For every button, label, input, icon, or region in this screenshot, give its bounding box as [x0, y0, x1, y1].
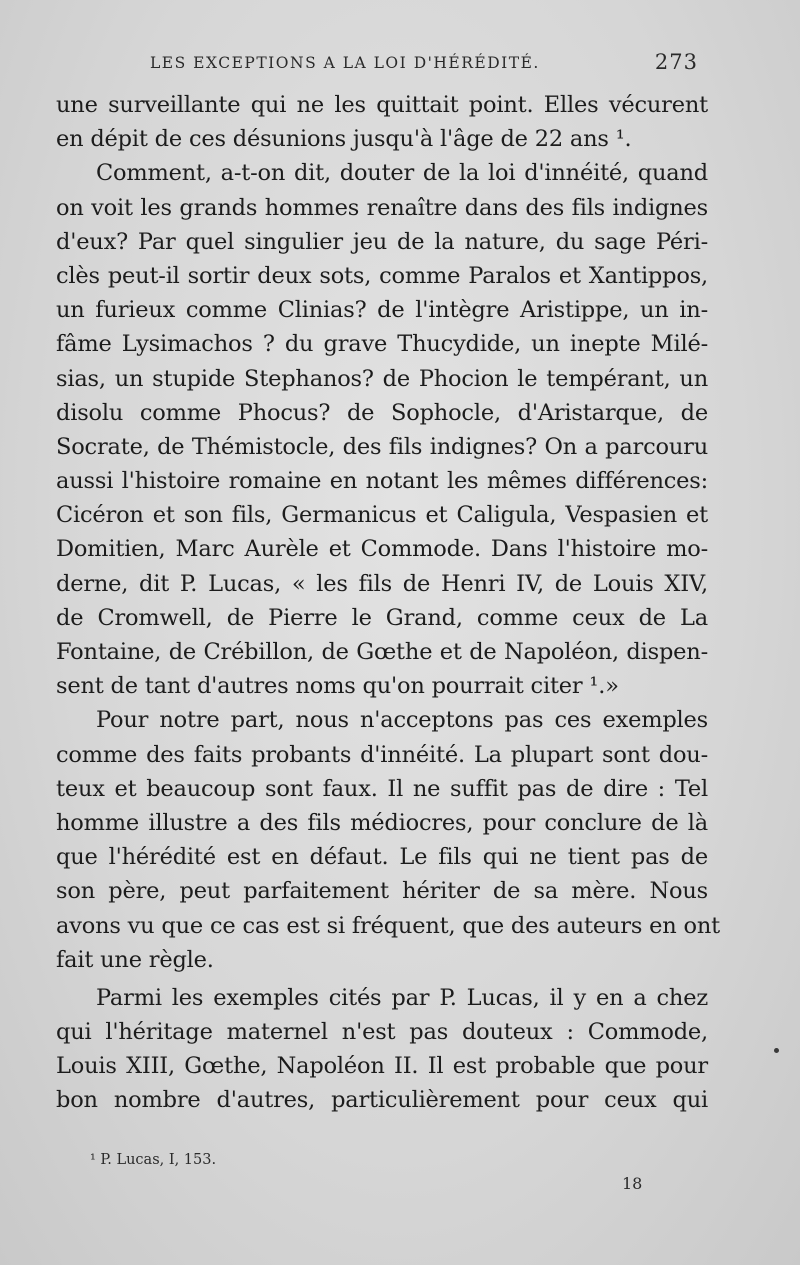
- text-line: bon nombre d'autres, particulièrement pour ceux qui: [56, 1087, 708, 1114]
- text-line: Domitien, Marc Aurèle et Commode. Dans l'histoire mo-: [56, 536, 708, 563]
- text-line: sias, un stupide Stephanos? de Phocion le tempérant, un: [56, 365, 708, 392]
- text-line: aussi l'histoire romaine en notant les mêmes différences:: [56, 468, 708, 495]
- text-line: Cicéron et son fils, Germanicus et Caligula, Vespasien et: [56, 502, 708, 529]
- text-line: Louis XIII, Gœthe, Napoléon II. Il est probable que pour: [56, 1053, 708, 1080]
- text-line: en dépit de ces désunions jusqu'à l'âge de 22 ans ¹.: [56, 126, 632, 153]
- text-line: derne, dit P. Lucas, « les fils de Henri IV, de Louis XIV,: [56, 570, 708, 597]
- text-line: fâme Lysimachos ? du grave Thucydide, un inepte Milé-: [56, 331, 708, 358]
- footnote: ¹ P. Lucas, I, 153.: [90, 1152, 217, 1168]
- text-line: Socrate, de Thémistocle, des fils indignes? On a parcouru: [56, 433, 708, 460]
- text-line: avons vu que ce cas est si fréquent, que des auteurs en ont: [56, 912, 720, 939]
- text-line: fait une règle.: [56, 946, 214, 973]
- text-line: disolu comme Phocus? de Sophocle, d'Aristarque, de: [56, 399, 708, 426]
- text-line: Comment, a-t-on dit, douter de la loi d'innéité, quand: [96, 160, 708, 187]
- text-line: qui l'héritage maternel n'est pas douteux : Commode,: [56, 1019, 708, 1046]
- text-line: d'eux? Par quel singulier jeu de la nature, du sage Péri-: [56, 228, 708, 255]
- text-line: sent de tant d'autres noms qu'on pourrait citer ¹.»: [56, 673, 619, 700]
- text-line: teux et beaucoup sont faux. Il ne suffit pas de dire : Tel: [56, 775, 708, 802]
- ink-speck: [774, 1048, 779, 1053]
- text-line: Parmi les exemples cités par P. Lucas, il y en a chez: [96, 984, 708, 1011]
- text-line: comme des faits probants d'innéité. La plupart sont dou-: [56, 741, 708, 768]
- running-head-title: LES EXCEPTIONS A LA LOI D'HÉRÉDITÉ.: [150, 54, 540, 72]
- text-line: un furieux comme Clinias? de l'intègre Aristippe, un in-: [56, 297, 708, 324]
- text-line: que l'hérédité est en défaut. Le fils qui ne tient pas de: [56, 844, 708, 871]
- body-text: [56, 88, 720, 1118]
- text-line: clès peut-il sortir deux sots, comme Paralos et Xantippos,: [56, 262, 708, 289]
- printer-signature-mark: 18: [622, 1174, 643, 1193]
- page-number: 273: [654, 50, 698, 74]
- text-line: on voit les grands hommes renaître dans des fils indignes: [56, 194, 708, 221]
- text-line: Fontaine, de Crébillon, de Gœthe et de Napoléon, dispen-: [56, 639, 708, 665]
- text-line: son père, peut parfaitement hériter de sa mère. Nous: [56, 878, 708, 905]
- text-line: de Cromwell, de Pierre le Grand, comme ceux de La: [56, 604, 708, 631]
- text-line: Pour notre part, nous n'acceptons pas ces exemples: [96, 707, 708, 734]
- text-line: une surveillante qui ne les quittait point. Elles vécurent: [56, 92, 708, 118]
- running-head: [150, 50, 698, 78]
- text-line: homme illustre a des fils médiocres, pour conclure de là: [56, 809, 708, 836]
